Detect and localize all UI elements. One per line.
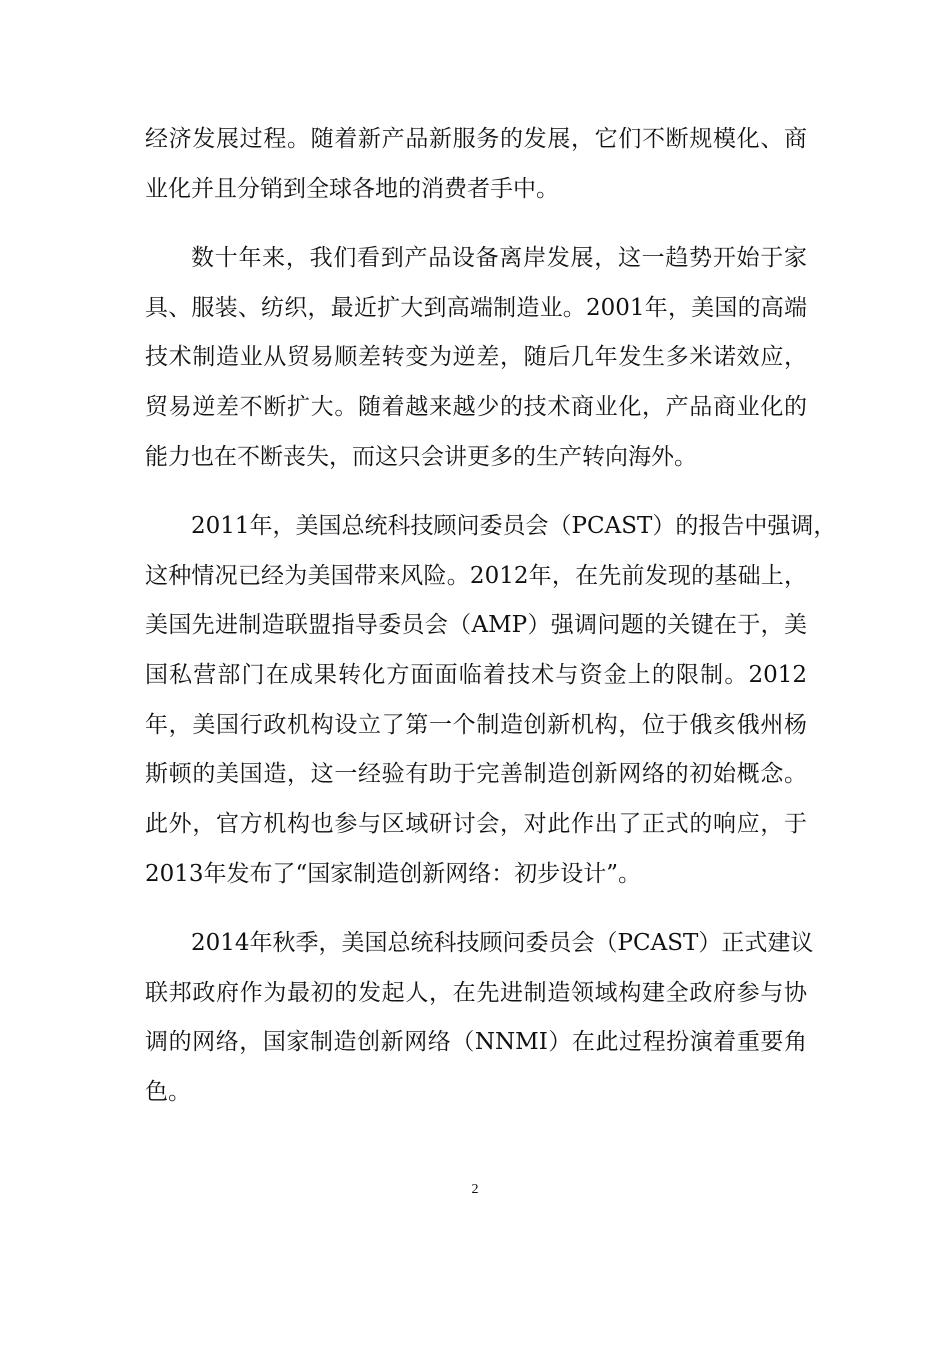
paragraph-line: 技术制造业从贸易顺差转变为逆差，随后几年发生多米诺效应， — [145, 344, 807, 371]
paragraph-2 — [145, 234, 807, 482]
paragraph-line: 色。 — [145, 1079, 191, 1106]
paragraph-line: 斯顿的美国造，这一经验有助于完善制造创新网络的初始概念。 — [145, 761, 807, 788]
paragraph-line: 调的网络，国家制造创新网络（NNMI）在此过程扮演着重要角 — [145, 1029, 807, 1056]
paragraph-line: 年，美国行政机构设立了第一个制造创新机构，位于俄亥俄州杨 — [145, 711, 807, 738]
paragraph-line: 美国先进制造联盟指导委员会（AMP）强调问题的关键在于，美 — [145, 612, 807, 639]
paragraph-line: 2014年秋季，美国总统科技顾问委员会（PCAST）正式建议 — [191, 930, 814, 956]
paragraph-line: 联邦政府作为最初的发起人，在先进制造领域构建全政府参与协 — [145, 979, 807, 1006]
paragraph-line: 数十年来，我们看到产品设备离岸发展，这一趋势开始于家 — [191, 245, 807, 271]
page-number: 2 — [471, 1182, 479, 1197]
paragraph-line: 业化并且分销到全球各地的消费者手中。 — [145, 175, 559, 202]
paragraph-line: 2011年，美国总统科技顾问委员会（PCAST）的报告中强调， — [191, 513, 837, 539]
paragraph-line: 2013年发布了“国家制造创新网络：初步设计”。 — [145, 860, 642, 887]
paragraph-3 — [145, 502, 837, 900]
paragraph-4 — [145, 919, 814, 1118]
paragraph-line: 这种情况已经为美国带来风险。2012年，在先前发现的基础上， — [145, 562, 807, 589]
paragraph-line: 贸易逆差不断扩大。随着越来越少的技术商业化，产品商业化的 — [145, 394, 807, 421]
paragraph-line: 经济发展过程。随着新产品新服务的发展，它们不断规模化、商 — [145, 126, 807, 152]
paragraph-line: 能力也在不断丧失，而这只会讲更多的生产转向海外。 — [145, 443, 697, 470]
paragraph-line: 此外，官方机构也参与区域研讨会，对此作出了正式的响应，于 — [145, 811, 807, 838]
paragraph-line: 具、服装、纺织，最近扩大到高端制造业。2001年，美国的高端 — [145, 294, 807, 321]
paragraph-line: 国私营部门在成果转化方面面临着技术与资金上的限制。2012 — [145, 662, 807, 689]
paragraph-1 — [145, 115, 807, 214]
